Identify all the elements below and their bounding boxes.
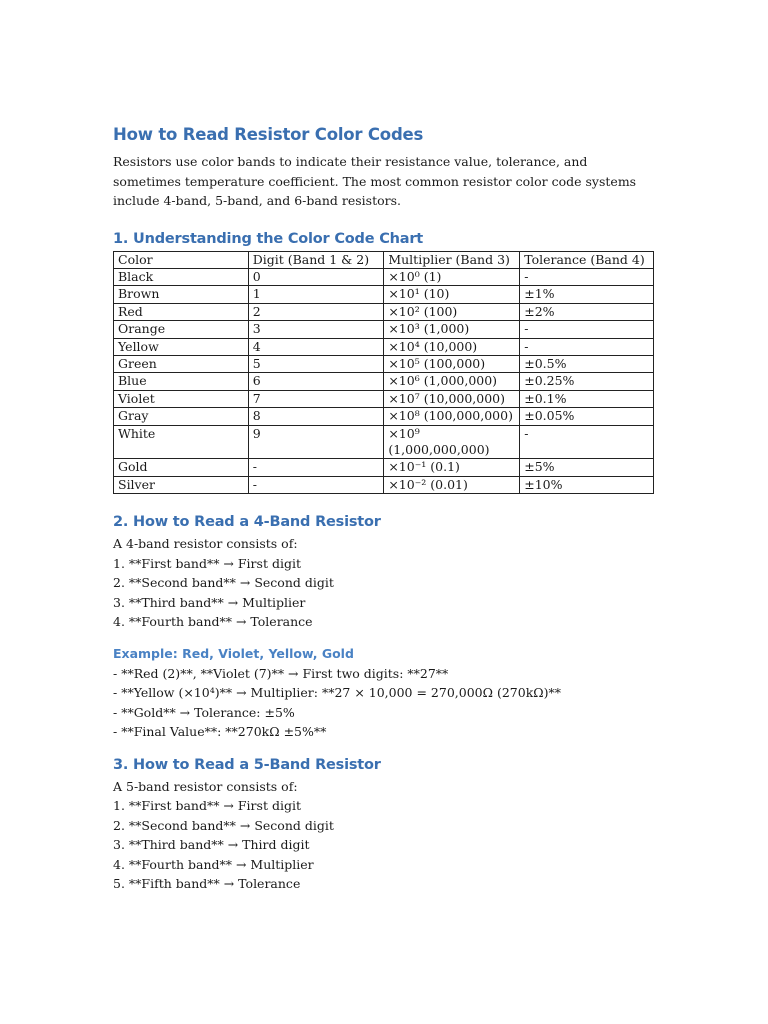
- table-cell: ±1%: [520, 286, 654, 303]
- table-header-cell: Digit (Band 1 & 2): [248, 251, 384, 268]
- table-cell: ×10⁹ (1,000,000,000): [384, 425, 520, 459]
- table-row: [114, 338, 654, 355]
- table-cell: -: [248, 459, 384, 476]
- example-block: [113, 646, 653, 742]
- example-line: - **Final Value**: **270kΩ ±5%**: [113, 724, 327, 740]
- table-cell: White: [114, 425, 249, 459]
- table-cell: 8: [248, 408, 384, 425]
- table-cell: -: [520, 268, 654, 285]
- section-heading: 1. Understanding the Color Code Chart: [113, 230, 424, 247]
- table-cell: 9: [248, 425, 384, 459]
- list-item: 4. **Fourth band** → Multiplier: [113, 856, 314, 872]
- table-cell: Gray: [114, 408, 249, 425]
- table-cell: ×10⁻² (0.01): [384, 476, 520, 493]
- table-cell: ±0.25%: [520, 373, 654, 390]
- section-lead: A 4-band resistor consists of:: [113, 536, 298, 552]
- table-cell: ±0.5%: [520, 355, 654, 372]
- table-row: [114, 321, 654, 338]
- table-cell: 6: [248, 373, 384, 390]
- intro-paragraph: Resistors use color bands to indicate their resistance value, tolerance, and sometimes temperature coefficient. The most common resistor color code systems include 4-band, 5-band, and 6-band resistors.: [113, 154, 637, 208]
- table-row: [114, 286, 654, 303]
- section-lead: A 5-band resistor consists of:: [113, 778, 298, 794]
- table-cell: ±2%: [520, 303, 654, 320]
- table-cell: Green: [114, 355, 249, 372]
- section-color-code-chart: [113, 231, 653, 495]
- table-cell: ±10%: [520, 476, 654, 493]
- example-heading: Example: Red, Violet, Yellow, Gold: [113, 645, 354, 661]
- table-cell: ×10⁴ (10,000): [384, 338, 520, 355]
- table-cell: 3: [248, 321, 384, 338]
- table-cell: 0: [248, 268, 384, 285]
- table-cell: -: [248, 476, 384, 493]
- table-cell: ×10⁸ (100,000,000): [384, 408, 520, 425]
- example-line: - **Gold** → Tolerance: ±5%: [113, 704, 295, 720]
- table-header-cell: Color: [114, 251, 249, 268]
- table-row: [114, 373, 654, 390]
- example-line: - **Red (2)**, **Violet (7)** → First two digits: **27**: [113, 665, 449, 681]
- table-cell: Gold: [114, 459, 249, 476]
- table-cell: -: [520, 338, 654, 355]
- list-item: 5. **Fifth band** → Tolerance: [113, 876, 301, 892]
- table-cell: ×10³ (1,000): [384, 321, 520, 338]
- table-cell: Violet: [114, 390, 249, 407]
- section-five-band: [113, 757, 653, 894]
- list-item: 4. **Fourth band** → Tolerance: [113, 614, 313, 630]
- table-row: [114, 303, 654, 320]
- table-cell: ×10⁶ (1,000,000): [384, 373, 520, 390]
- example-line: - **Yellow (×10⁴)** → Multiplier: **27 × 10,000 = 270,000Ω (270kΩ)**: [113, 685, 562, 701]
- table-cell: Blue: [114, 373, 249, 390]
- table-header-row: [114, 251, 654, 268]
- table-cell: -: [520, 425, 654, 459]
- table-row: [114, 425, 654, 459]
- table-cell: 7: [248, 390, 384, 407]
- table-header-cell: Tolerance (Band 4): [520, 251, 654, 268]
- table-row: [114, 459, 654, 476]
- table-cell: 2: [248, 303, 384, 320]
- section-heading: 2. How to Read a 4-Band Resistor: [113, 514, 381, 531]
- table-cell: 5: [248, 355, 384, 372]
- table-cell: ×10⁵ (100,000): [384, 355, 520, 372]
- table-cell: ×10² (100): [384, 303, 520, 320]
- table-cell: Orange: [114, 321, 249, 338]
- section-heading: 3. How to Read a 5-Band Resistor: [113, 756, 381, 773]
- table-row: [114, 476, 654, 493]
- table-header-cell: Multiplier (Band 3): [384, 251, 520, 268]
- list-item: 1. **First band** → First digit: [113, 555, 301, 571]
- page-title: How to Read Resistor Color Codes: [113, 125, 424, 144]
- table-row: [114, 355, 654, 372]
- table-row: [114, 390, 654, 407]
- table-row: [114, 408, 654, 425]
- table-cell: Black: [114, 268, 249, 285]
- table-cell: 1: [248, 286, 384, 303]
- table-cell: Silver: [114, 476, 249, 493]
- table-cell: ±0.1%: [520, 390, 654, 407]
- table-row: [114, 268, 654, 285]
- list-item: 2. **Second band** → Second digit: [113, 817, 334, 833]
- list-item: 3. **Third band** → Third digit: [113, 837, 310, 853]
- table-cell: -: [520, 321, 654, 338]
- table-cell: Yellow: [114, 338, 249, 355]
- color-code-table: [113, 251, 654, 495]
- list-item: 3. **Third band** → Multiplier: [113, 594, 306, 610]
- table-cell: ×10⁰ (1): [384, 268, 520, 285]
- table-cell: Red: [114, 303, 249, 320]
- table-cell: Brown: [114, 286, 249, 303]
- table-cell: ×10⁷ (10,000,000): [384, 390, 520, 407]
- table-cell: 4: [248, 338, 384, 355]
- table-cell: ×10⁻¹ (0.1): [384, 459, 520, 476]
- list-item: 1. **First band** → First digit: [113, 798, 301, 814]
- table-cell: ±0.05%: [520, 408, 654, 425]
- table-cell: ×10¹ (10): [384, 286, 520, 303]
- document-content: [113, 125, 653, 894]
- list-item: 2. **Second band** → Second digit: [113, 575, 334, 591]
- table-cell: ±5%: [520, 459, 654, 476]
- section-four-band: [113, 514, 653, 742]
